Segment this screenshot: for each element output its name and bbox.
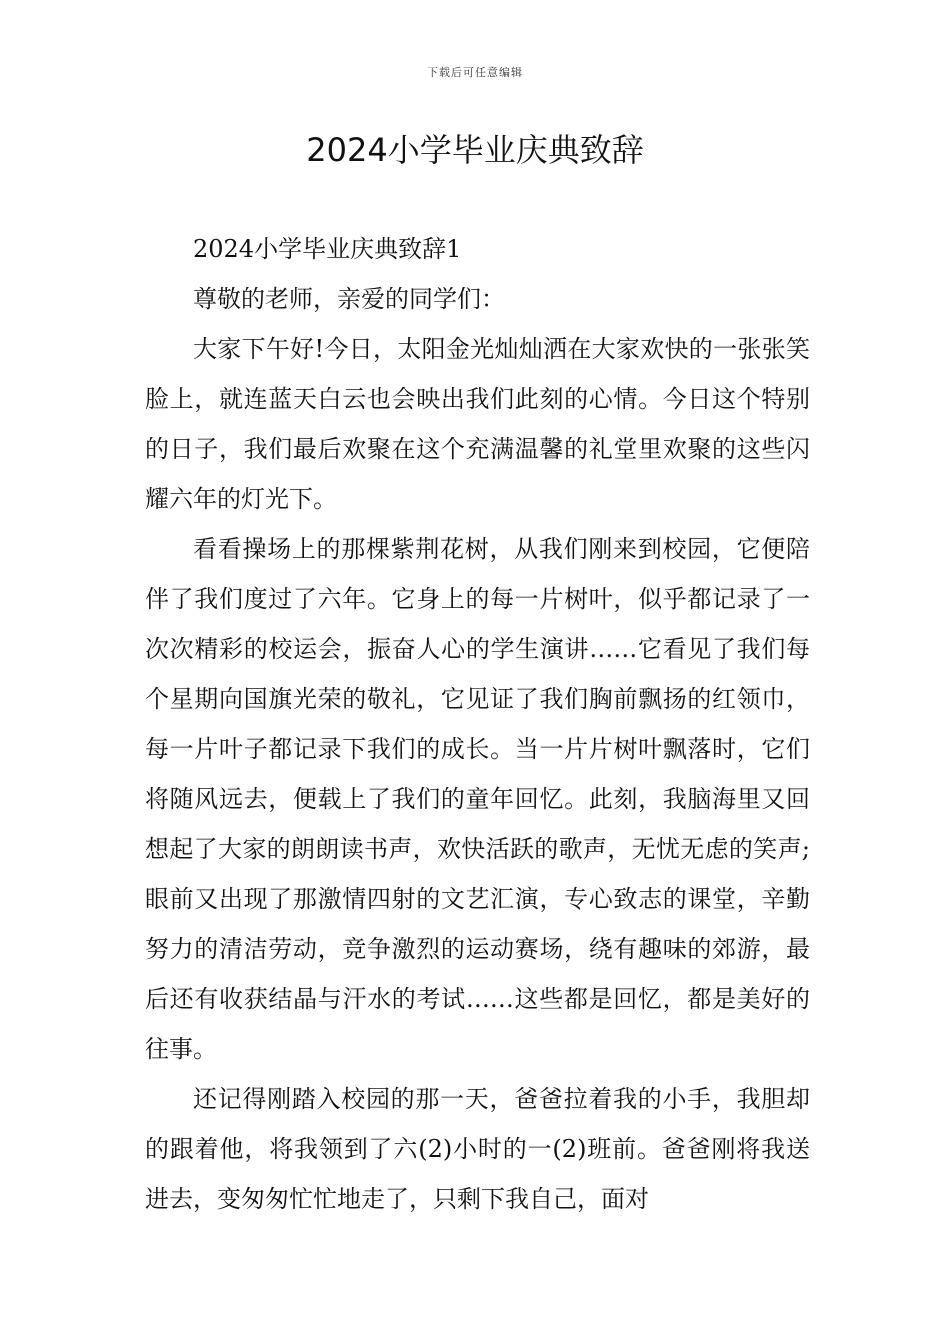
document-title: 2024小学毕业庆典致辞 — [306, 131, 644, 169]
paragraph: 还记得刚踏入校园的那一天，爸爸拉着我的小手，我胆却的跟着他，将我领到了六(2)小时的一(2)班前。爸爸刚将我送进去，变匆匆忙忙地走了，只剩下我自己，面对 — [145, 1085, 810, 1213]
paragraph: 大家下午好!今日，太阳金光灿灿洒在大家欢快的一张张笑脸上，就连蓝天白云也会映出我们此刻的心情。今日这个特别的日子，我们最后欢聚在这个充满温馨的礼堂里欢聚的这些闪耀六年的灯光下。 — [145, 335, 810, 513]
document-body — [145, 224, 810, 1224]
salutation: 尊敬的老师，亲爱的同学们： — [193, 285, 505, 313]
paragraph: 看看操场上的那棵紫荆花树，从我们刚来到校园，它便陪伴了我们度过了六年。它身上的每一片树叶，似乎都记录了一次次精彩的校运会，振奋人心的学生演讲……它看见了我们每个星期向国旗光荣的敬礼，它见证了我们胸前飘扬的红领巾，每一片叶子都记录下我们的成长。当一片片树叶飘落时，它们将随风远去，便载上了我们的童年回忆。此刻，我脑海里又回想起了大家的朗朗读书声，欢快活跃的歌声，无忧无虑的笑声;眼前又出现了那激情四射的文艺汇演，专心致志的课堂，辛勤努力的清洁劳动，竞争激烈的运动赛场，绕有趣味的郊游，最后还有收获结晶与汗水的考试……这些都是回忆，都是美好的往事。 — [145, 535, 810, 1063]
header-note: 下载后可任意编辑 — [427, 66, 523, 79]
section-heading: 2024小学毕业庆典致辞1 — [193, 235, 462, 263]
